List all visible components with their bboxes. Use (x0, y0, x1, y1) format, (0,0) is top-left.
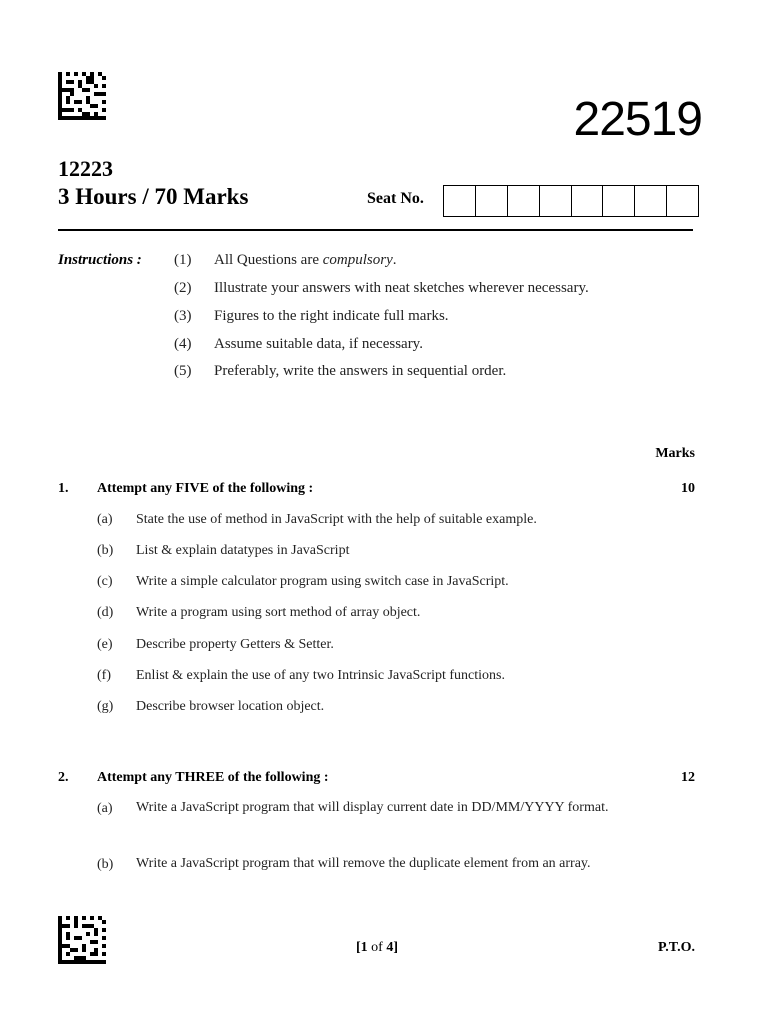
seat-digit-box[interactable] (540, 186, 572, 216)
subquestion-text: Describe browser location object. (136, 699, 325, 714)
instruction-text: Assume suitable data, if necessary. (214, 336, 423, 352)
subquestion-label: (b) (97, 543, 114, 558)
subquestion-label: (f) (97, 668, 111, 683)
seat-number-label: Seat No. (367, 190, 424, 207)
seat-digit-box[interactable] (444, 186, 476, 216)
instruction-text: All Questions are compulsory. (214, 252, 397, 268)
question-marks: 12 (681, 770, 695, 785)
instruction-text: Illustrate your answers with neat sketches wherever necessary. (214, 280, 589, 296)
subquestion-label: (e) (97, 637, 113, 652)
question-marks: 10 (681, 481, 695, 496)
header-divider (58, 229, 693, 231)
data-matrix-code (58, 72, 106, 120)
instruction-emphasis: compulsory (322, 252, 393, 268)
subquestion-text: List & explain datatypes in JavaScript (136, 543, 350, 558)
seat-digit-box[interactable] (635, 186, 667, 216)
question-title: Attempt any THREE of the following : (97, 770, 329, 785)
page-number: [1 of 4] (356, 940, 399, 955)
instructions-label: Instructions : (58, 252, 142, 268)
seat-digit-box[interactable] (572, 186, 604, 216)
instruction-text: Preferably, write the answers in sequential order. (214, 363, 507, 379)
subquestion-label: (a) (97, 512, 113, 527)
seat-digit-box[interactable] (603, 186, 635, 216)
subquestion-text: Write a program using sort method of array object. (136, 605, 421, 620)
subquestion-text: Enlist & explain the use of any two Intrinsic JavaScript functions. (136, 668, 505, 683)
subquestion-label: (a) (97, 801, 113, 816)
subquestion-text: Write a JavaScript program that will remove the duplicate element from an array. (136, 856, 591, 871)
paper-code: 22519 (573, 93, 702, 146)
seat-digit-box[interactable] (508, 186, 540, 216)
question-number: 2. (58, 770, 69, 785)
subquestion-label: (d) (97, 605, 114, 620)
subquestion-text: Write a JavaScript program that will display current date in DD/MM/YYYY format. (136, 800, 609, 815)
duration-and-marks: 3 Hours / 70 Marks (58, 184, 249, 209)
exam-code: 12223 (58, 156, 113, 181)
question-number: 1. (58, 481, 69, 496)
subquestion-label: (b) (97, 857, 114, 872)
instruction-number: (3) (174, 308, 192, 324)
instruction-number: (2) (174, 280, 192, 296)
subquestion-text: Write a simple calculator program using switch case in JavaScript. (136, 574, 509, 589)
subquestion-text: Describe property Getters & Setter. (136, 637, 334, 652)
seat-number-boxes[interactable] (443, 185, 699, 217)
subquestion-label: (g) (97, 699, 114, 714)
subquestion-text: State the use of method in JavaScript with the help of suitable example. (136, 512, 537, 527)
instruction-number: (5) (174, 363, 192, 379)
subquestion-label: (c) (97, 574, 113, 589)
data-matrix-code (58, 916, 106, 964)
instruction-number: (4) (174, 336, 192, 352)
seat-digit-box[interactable] (667, 186, 698, 216)
instruction-number: (1) (174, 252, 192, 268)
marks-column-heading: Marks (655, 446, 695, 461)
seat-digit-box[interactable] (476, 186, 508, 216)
question-title: Attempt any FIVE of the following : (97, 481, 314, 496)
instruction-text: Figures to the right indicate full marks. (214, 308, 449, 324)
please-turn-over: P.T.O. (658, 940, 695, 955)
